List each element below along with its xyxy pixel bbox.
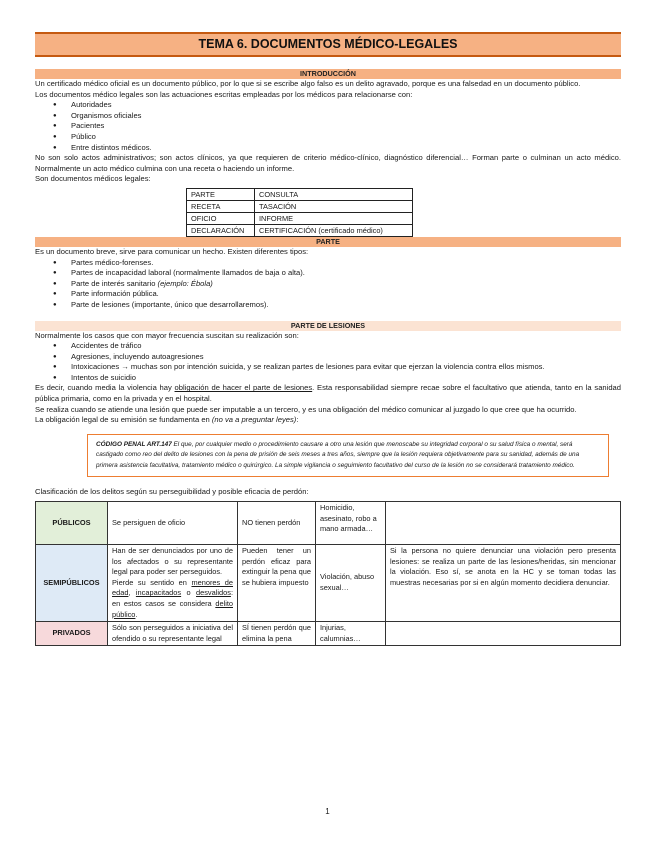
underlined-text: desvalidos	[196, 588, 231, 598]
table-cell: RECETA	[187, 200, 255, 212]
intro-paragraph-4: Son documentos médicos legales:	[35, 174, 151, 184]
lesiones-paragraph-4	[35, 415, 621, 426]
table-row	[187, 224, 413, 236]
list-item: ● Público	[53, 132, 621, 143]
table-row	[36, 544, 621, 621]
intro-paragraph-3: No son solo actos administrativos; son actos clínicos, ya que requieren de criterio médico-clínico, diagnóstico diferencial… Forman parte o culminan un acto médico. Normalmente un acto médico culmina con una receta o haciendo un informe.	[35, 153, 621, 173]
clasificacion-title: Clasificación de los delitos según su perseguibilidad y posible eficacia de perdón:	[35, 487, 309, 497]
table-cell: Violación, abuso sexual…	[316, 544, 386, 621]
row-label-semipublicos: SEMIPÚBLICOS	[36, 544, 108, 621]
text-span: ,	[128, 588, 136, 598]
underlined-text: incapacitados	[135, 588, 182, 598]
table-cell: NO tienen perdón	[238, 501, 316, 544]
section-heading-parte: PARTE	[35, 237, 621, 247]
row-label-privados: PRIVADOS	[36, 622, 108, 646]
table-row	[187, 200, 413, 212]
list-item: ● Pacientes	[53, 121, 621, 132]
list-item: ● Organismos oficiales	[53, 111, 621, 122]
text-span: :	[296, 415, 299, 425]
document-page	[35, 32, 621, 646]
list-item: ● Intentos de suicidio	[53, 373, 621, 384]
row-label-publicos: PÚBLICOS	[36, 501, 108, 544]
table-cell: DECLARACIÓN	[187, 224, 255, 236]
table-cell: PARTE	[187, 188, 255, 200]
list-item: ● Accidentes de tráfico	[53, 341, 621, 352]
table-cell	[386, 501, 621, 544]
text-span: .	[135, 609, 138, 619]
box-heading: CÓDIGO PENAL ART.147	[96, 440, 172, 448]
table-cell: SÍ tienen perdón que elimina la pena	[238, 622, 316, 646]
list-item-text: Parte de interés sanitario	[71, 278, 156, 288]
table-cell: CERTIFICACIÓN (certificado médico)	[255, 224, 413, 236]
underlined-text: delito público	[112, 598, 233, 619]
table-cell: Si la persona no quiere denunciar una violación pero presenta lesiones: se realiza un parte de las lesiones/heridas, sin mencionar la violación. Eso sí, se anota en la HC y se toman todas las muestras necesarias por si en algún momento decidiera denunciar.	[386, 544, 621, 621]
codigo-penal-box	[87, 434, 609, 478]
list-item	[53, 279, 621, 290]
lesiones-paragraph-3: Se realiza cuando se atiende una lesión que puede ser imputable a un tercero, y es una obligación del médico comunicar al juzgado lo que cree que ha ocurrido.	[35, 404, 577, 414]
page-title: TEMA 6. DOCUMENTOS MÉDICO-LEGALES	[35, 32, 621, 57]
text-span: . Esta responsabilidad siempre recae sobre el facultativo que atienda, tanto en la sanidad pública primaria, como en la privada y en el hospital.	[35, 383, 621, 404]
table-cell	[108, 544, 238, 621]
list-item: ● Autoridades	[53, 100, 621, 111]
table-cell: Homicidio, asesinato, robo a mano armada…	[316, 501, 386, 544]
underlined-text: menores de edad	[112, 577, 234, 598]
list-item: ● Intoxicaciones → muchas son por intención suicida, y se realizan partes de lesiones para evitar que ejerzan la violencia contra ellos mismos.	[53, 362, 621, 373]
section-heading-lesiones: PARTE DE LESIONES	[35, 321, 621, 331]
table-row	[187, 188, 413, 200]
text-span: Es decir, cuando media la violencia hay	[35, 383, 175, 393]
underlined-text: obligación de hacer el parte de lesiones	[174, 383, 313, 393]
italic-note: (no va a preguntar leyes)	[211, 415, 297, 425]
table-cell: Pueden tener un perdón eficaz para extinguir la pena que se hubiera impuesto	[238, 544, 316, 621]
list-item: ● Partes de incapacidad laboral (normalmente llamados de baja o alta).	[53, 268, 621, 279]
text-span: La obligación legal de su emisión se fundamenta en	[35, 415, 212, 425]
clasificacion-table	[35, 501, 621, 646]
table-cell: Se persiguen de oficio	[108, 501, 238, 544]
section-heading-introduccion: INTRODUCCIÓN	[35, 69, 621, 79]
text-span: Pierde su sentido en	[112, 577, 192, 587]
document-types-table	[186, 188, 413, 237]
intro-paragraph-1: Un certificado médico oficial es un documento público, por lo que si se escribe algo falso es un delito agravado, porque es una falsedad en un documento público.	[35, 79, 581, 88]
table-row	[187, 212, 413, 224]
lesiones-paragraph-2	[35, 383, 621, 404]
text-span: Han de ser denunciados por uno de los afectados o su representante legal para poder ser perseguidos.	[112, 545, 233, 577]
table-cell: Injurias, calumnias…	[316, 622, 386, 646]
table-cell: TASACIÓN	[255, 200, 413, 212]
parte-paragraph-1: Es un documento breve, sirve para comunicar un hecho. Existen diferentes tipos:	[35, 246, 309, 256]
table-cell: CONSULTA	[255, 188, 413, 200]
lesiones-paragraph-1: Normalmente los casos que con mayor frecuencia suscitan su realización son:	[35, 330, 299, 340]
text-span: o	[181, 588, 197, 598]
parte-list	[53, 258, 621, 311]
table-cell: INFORME	[255, 212, 413, 224]
box-text: El que, por cualquier medio o procedimiento causare a otro una lesión que menoscabe su integridad corporal o su salud física o mental, será castigado como reo del delito de lesiones con la pena de prisión de seis meses a tres años, siempre que la lesión requiera objetivamente para su sanidad, además de una primera asistencia facultativa, tratamiento médico o quirúrgico. La simple vigilancia o seguimiento facultativo del curso de la lesión no se considerará tratamiento médico.	[96, 440, 580, 469]
list-item-example: (ejemplo: Ébola)	[157, 278, 213, 288]
list-item: ● Agresiones, incluyendo autoagresiones	[53, 352, 621, 363]
list-item: ● Entre distintos médicos.	[53, 143, 621, 154]
page-number: 1	[325, 807, 330, 816]
list-item: ● Parte información pública.	[53, 289, 621, 300]
list-item: ● Partes médico-forenses.	[53, 258, 621, 269]
intro-list	[53, 100, 621, 153]
table-cell: OFICIO	[187, 212, 255, 224]
text-span: : en estos casos se considera	[112, 588, 233, 608]
list-item: ● Parte de lesiones (importante, único que desarrollaremos).	[53, 300, 621, 311]
lesiones-list	[53, 341, 621, 383]
table-row	[36, 622, 621, 646]
table-cell	[386, 622, 621, 646]
table-cell: Sólo son perseguidos a iniciativa del ofendido o su representante legal	[108, 622, 238, 646]
intro-paragraph-2: Los documentos médico legales son las actuaciones escritas empleadas por los médicos para relacionarse con:	[35, 89, 413, 99]
table-row	[36, 501, 621, 544]
